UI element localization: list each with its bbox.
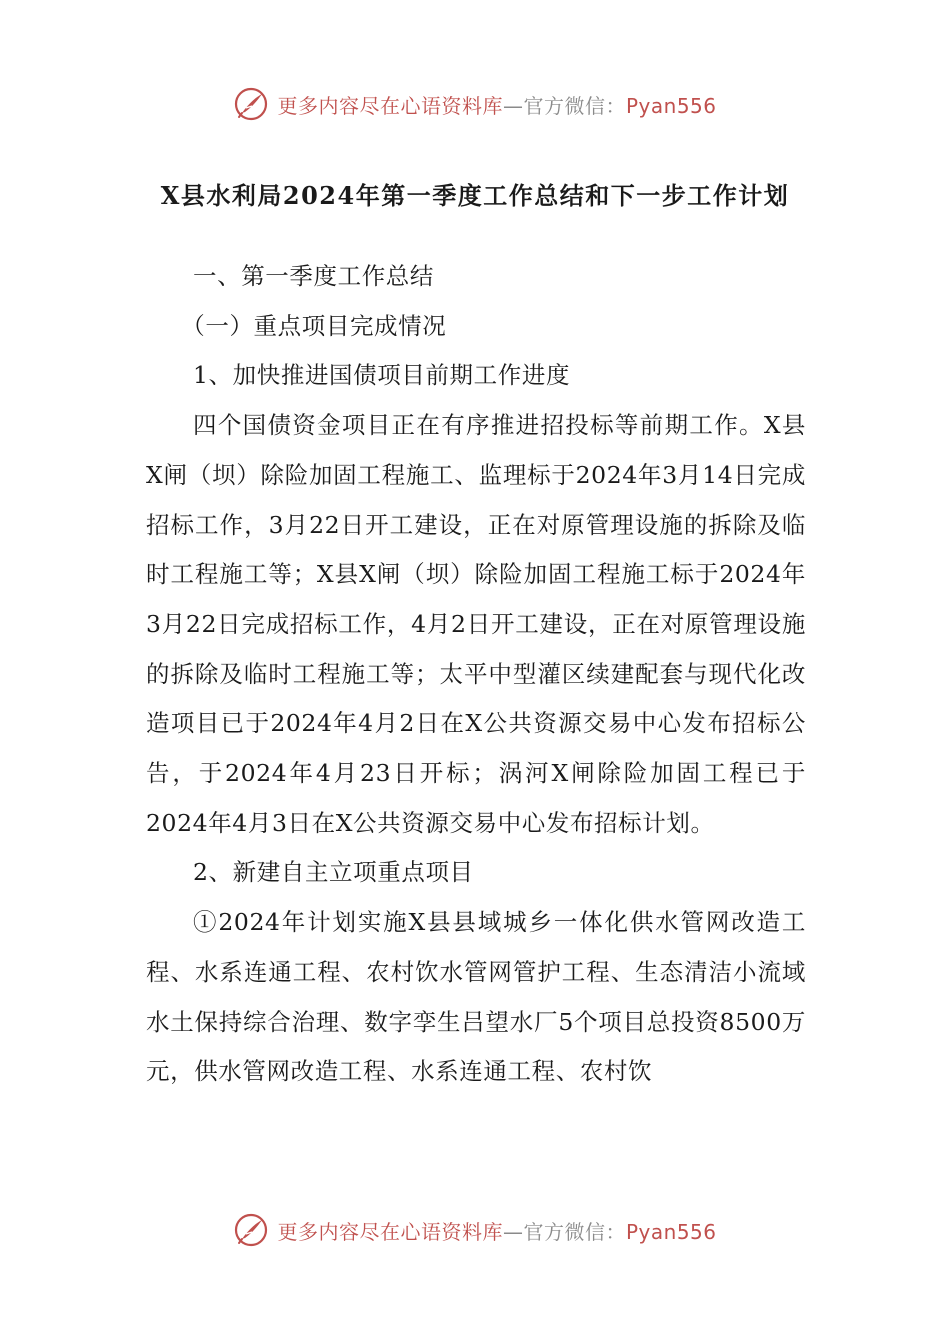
watermark-main: 更多内容尽在心语资料库 [277, 1219, 503, 1244]
watermark-suffix: 官方微信： [523, 1219, 626, 1244]
watermark-text [277, 90, 716, 119]
watermark-wechat-id: Pyan556 [625, 93, 717, 118]
watermark-dash: — [502, 1219, 524, 1244]
watermark-main: 更多内容尽在心语资料库 [277, 93, 503, 118]
watermark-dash: — [502, 93, 524, 118]
item2-heading: 2、新建自主立项重点项目 [193, 858, 474, 887]
footer-watermark [0, 1210, 950, 1250]
item1-heading: 1、加快推进国债项目前期工作进度 [193, 361, 571, 390]
header-watermark [0, 84, 950, 124]
section-heading: 一、第一季度工作总结 [193, 262, 434, 290]
item1-body: 四个国债资金项目正在有序推进招投标等前期工作。X县X闸（坝）除险加固工程施工、监理标于2024年3月14日完成招标工作，3月22日开工建设，正在对原管理设施的拆除及临时工程施工等；X县X闸（坝）除险加固工程施工标于2024年3月22日完成招标工作，4月2日开工建设，正在对原管理设施的拆除及临时工程施工等；太平中型灌区续建配套与现代化改造项目已于2024年4月2日在X公共资源交易中心发布招标公告，于2024年4月23日开标；涡河X闸除险加固工程已于2024年4月3日在X公共资源交易中心发布招标计划。 [146, 411, 806, 837]
watermark-wechat-id: Pyan556 [625, 1219, 717, 1244]
subsection-heading: （一）重点项目完成情况 [181, 311, 447, 340]
quill-logo-icon [233, 1212, 269, 1248]
document-body [146, 252, 806, 1097]
watermark-text [277, 1216, 716, 1245]
quill-logo-icon [233, 86, 269, 122]
watermark-suffix: 官方微信： [523, 93, 626, 118]
document-title: X县水利局2024年第一季度工作总结和下一步工作计划 [160, 181, 790, 210]
item2-body: ①2024年计划实施X县县域城乡一体化供水管网改造工程、水系连通工程、农村饮水管网管护工程、生态清洁小流域水土保持综合治理、数字孪生吕望水厂5个项目总投资8500万元，供水管网改造工程、水系连通工程、农村饮 [146, 908, 806, 1086]
